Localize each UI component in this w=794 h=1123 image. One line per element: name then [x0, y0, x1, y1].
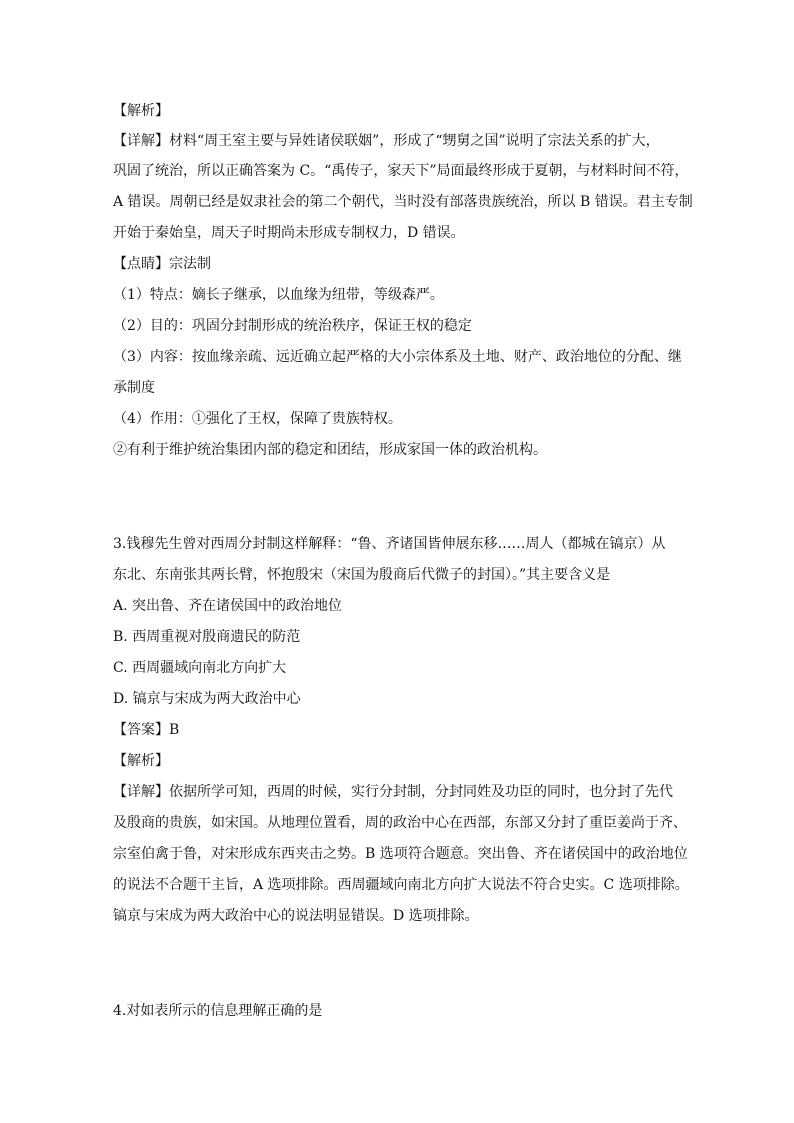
question-4-stem: 4.对如表所示的信息理解正确的是 [113, 1003, 323, 1019]
point-line: （2）目的：巩固分封制形成的统治秩序，保证王权的稳定 [113, 318, 472, 334]
detail-line: 及殷商的贵族，如宋国。从地理位置看，周的政治中心在西部，东部又分封了重臣姜尚于齐、 [113, 815, 687, 831]
detail-line: 开始于秦始皇，周天子时期尚未形成专制权力，D 错误。 [113, 225, 465, 241]
detail-line: 巩固了统治，所以正确答案为 C。“禹传子，家天下”局面最终形成于夏朝，与材料时间不符， [113, 163, 689, 179]
point-line: （1）特点：嫡长子继承，以血缘为纽带，等级森严。 [113, 287, 444, 303]
detail-line: 的说法不合题干主旨，A 选项排除。西周疆域向南北方向扩大说法不符合史实。C 选项排除。 [113, 877, 689, 893]
point-heading: 【点睛】宗法制 [113, 256, 211, 272]
point-line: （4）作用：①强化了王权，保障了贵族特权。 [113, 411, 402, 427]
detail-line: 【详解】材料“周王室主要与异姓诸侯联姻”，形成了“甥舅之国”说明了宗法关系的扩大， [113, 133, 660, 149]
point-line: 承制度 [113, 380, 155, 396]
option-a: A. 突出鲁、齐在诸侯国中的政治地位 [113, 598, 343, 614]
point-line: ②有利于维护统治集团内部的稳定和团结，形成家国一体的政治机构。 [113, 442, 547, 458]
point-line: （3）内容：按血缘亲疏、远近确立起严格的大小宗体系及土地、财产、政治地位的分配、继 [113, 349, 682, 365]
question-3-stem: 东北、东南张其两长臂，怀抱殷宋（宋国为殷商后代微子的封国）。”其主要含义是 [113, 567, 611, 583]
analysis-heading: 【解析】 [113, 103, 169, 119]
detail-line: 【详解】依据所学可知，西周的时候，实行分封制，分封同姓及功臣的同时，也分封了先代 [113, 784, 673, 800]
detail-line: 宗室伯禽于鲁，对宋形成东西夹击之势。B 选项符合题意。突出鲁、齐在诸侯国中的政治地位 [113, 846, 688, 862]
option-d: D. 镐京与宋成为两大政治中心 [113, 691, 301, 707]
answer: 【答案】B [113, 722, 180, 738]
detail-line: 镐京与宋成为两大政治中心的说法明显错误。D 选项排除。 [113, 908, 479, 924]
option-c: C. 西周疆域向南北方向扩大 [113, 660, 287, 676]
analysis-heading: 【解析】 [113, 753, 169, 769]
option-b: B. 西周重视对殷商遗民的防范 [113, 629, 301, 645]
detail-line: A 错误。周朝已经是奴隶社会的第二个朝代，当时没有部落贵族统治，所以 B 错误。君主专制 [113, 194, 693, 210]
question-3-stem: 3.钱穆先生曾对西周分封制这样解释：“鲁、齐诸国皆伸展东移……周人（都城在镐京）从 [113, 536, 666, 552]
